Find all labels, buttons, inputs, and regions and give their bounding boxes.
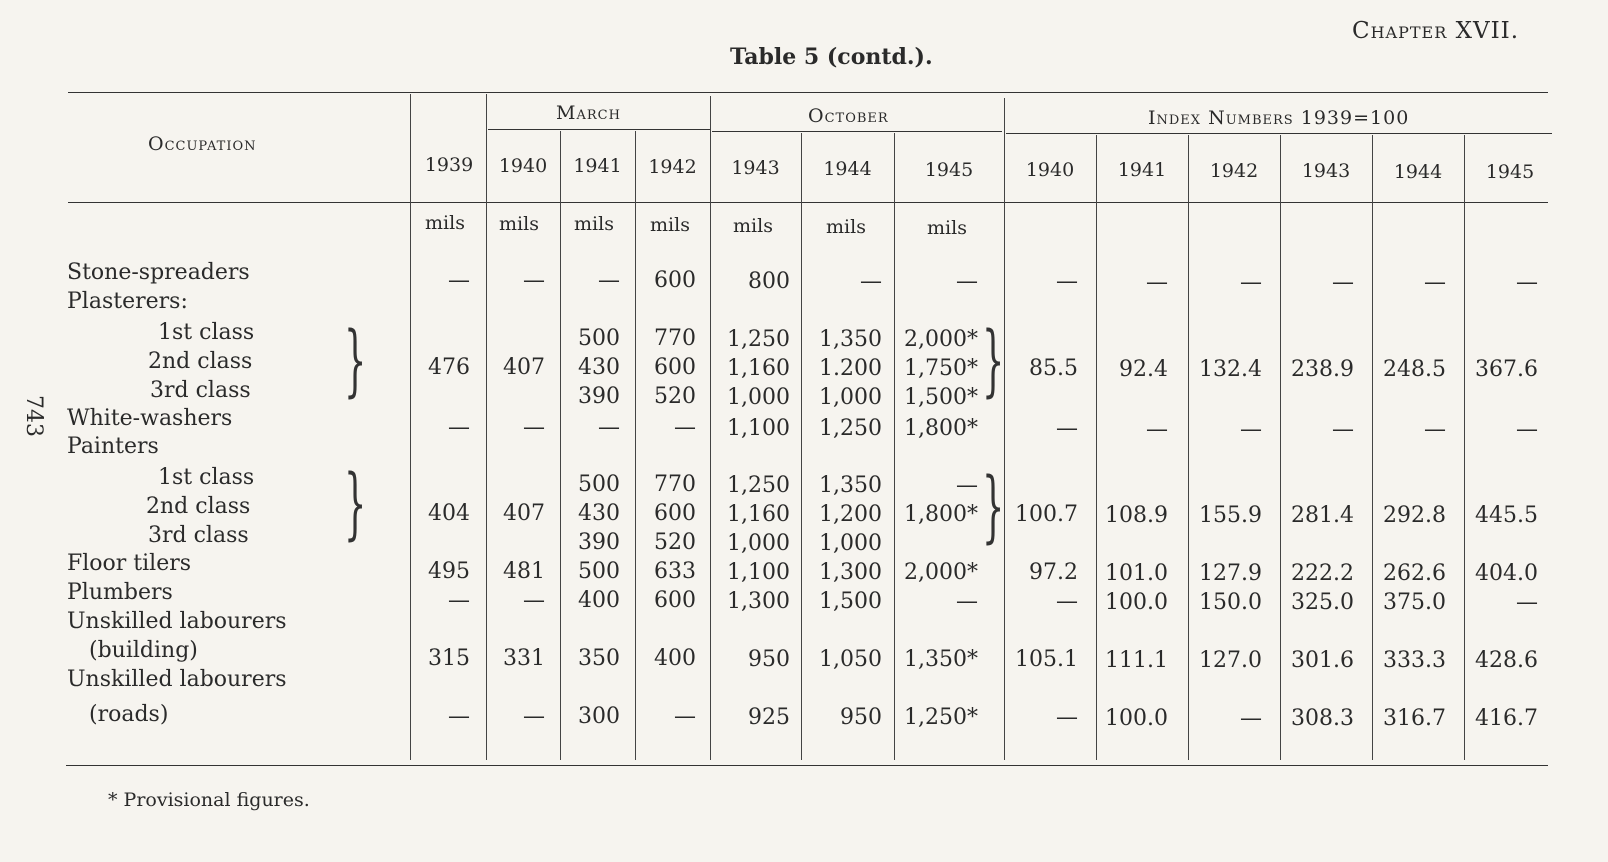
table-cell: 100.0 <box>1105 706 1168 731</box>
october-header: October <box>808 105 889 127</box>
year-header: 1944 <box>1393 161 1443 183</box>
table-cell: 300 <box>578 704 620 729</box>
table-cell: 1,160 <box>727 502 790 527</box>
year-header: 1940 <box>498 155 548 177</box>
table-cell: 1,160 <box>727 356 790 381</box>
table-cell: — <box>523 415 545 440</box>
row-label: Plumbers <box>67 580 173 605</box>
table-cell: 331 <box>503 646 545 671</box>
row-label: Stone-spreaders <box>67 260 250 285</box>
table-cell: 132.4 <box>1199 357 1262 382</box>
table-cell: 150.0 <box>1199 590 1262 615</box>
year-header: 1945 <box>924 159 974 181</box>
table-cell: 1.200 <box>819 356 882 381</box>
year-header: 1945 <box>1485 161 1535 183</box>
row-label: Unskilled labourers <box>67 667 287 692</box>
table-cell: — <box>1240 706 1262 731</box>
table-cell: 925 <box>748 705 790 730</box>
year-header: 1943 <box>731 157 780 179</box>
table-cell: 1,350 <box>819 473 882 498</box>
right-brace-icon: } <box>344 459 367 549</box>
table-cell: 430 <box>578 355 620 380</box>
table-cell: — <box>1240 270 1262 295</box>
table-cell: 155.9 <box>1199 503 1262 528</box>
table-cell: 407 <box>503 501 545 526</box>
table-cell: — <box>1516 417 1538 442</box>
table-cell: — <box>448 415 470 440</box>
table-cell: — <box>1146 270 1168 295</box>
table-cell: 520 <box>654 530 696 555</box>
row-label: Floor tilers <box>67 551 192 576</box>
table-cell: 1,250 <box>727 327 790 352</box>
table-cell: 416.7 <box>1475 706 1538 731</box>
year-header: 1941 <box>573 155 622 177</box>
row-label: 1st class <box>158 320 255 345</box>
year-header: 1941 <box>1117 159 1167 181</box>
row-label: 3rd class <box>150 378 251 403</box>
index-numbers-header: Index Numbers 1939=100 <box>1148 107 1410 129</box>
table-cell: 333.3 <box>1383 648 1446 673</box>
table-cell: — <box>956 269 978 294</box>
table-cell: 500 <box>578 326 620 351</box>
row-label: 2nd class <box>148 349 253 374</box>
table-cell: 1,500* <box>904 385 978 410</box>
unit-label: mils <box>927 217 967 239</box>
table-cell: 495 <box>428 559 470 584</box>
table-cell: 2,000* <box>904 560 978 585</box>
table-cell: 800 <box>748 269 790 294</box>
table-cell: 600 <box>654 355 696 380</box>
table-cell: — <box>523 268 545 293</box>
right-brace-icon: } <box>982 462 1005 552</box>
row-label: Plasterers: <box>67 289 188 314</box>
table-cell: — <box>1332 270 1354 295</box>
table-cell: 281.4 <box>1291 503 1354 528</box>
table-cell: 1,000 <box>819 531 882 556</box>
table-cell: 2,000* <box>904 327 978 352</box>
table-cell: 1,250* <box>904 705 978 730</box>
table-cell: — <box>956 473 978 498</box>
table-cell: 600 <box>654 268 696 293</box>
table-cell: 1,100 <box>727 560 790 585</box>
table-cell: — <box>1146 417 1168 442</box>
page-number: 743 <box>21 395 46 437</box>
table-cell: 407 <box>503 355 545 380</box>
table-cell: — <box>1424 270 1446 295</box>
table-cell: 97.2 <box>1029 560 1078 585</box>
year-header: 1944 <box>823 158 872 180</box>
table-cell: 1,800* <box>904 416 978 441</box>
table-cell: — <box>674 415 696 440</box>
table-cell: 400 <box>578 588 620 613</box>
table-cell: 1,750* <box>904 356 978 381</box>
table-cell: — <box>1056 416 1078 441</box>
table-cell: 950 <box>840 705 882 730</box>
header-bottom-rule <box>68 202 1548 203</box>
table-cell: 950 <box>748 647 790 672</box>
table-cell: — <box>956 589 978 614</box>
row-label: (building) <box>89 638 198 663</box>
table-cell: 325.0 <box>1291 590 1354 615</box>
table-cell: — <box>523 588 545 613</box>
year-header: 1939 <box>424 154 474 176</box>
table-cell: 222.2 <box>1291 561 1354 586</box>
table-cell: 301.6 <box>1291 648 1354 673</box>
table-cell: — <box>674 704 696 729</box>
table-cell: — <box>1056 269 1078 294</box>
table-cell: 404.0 <box>1475 561 1538 586</box>
table-cell: — <box>523 704 545 729</box>
table-cell: 248.5 <box>1383 357 1446 382</box>
table-cell: 500 <box>578 472 620 497</box>
unit-label: mils <box>733 215 773 237</box>
table-cell: 316.7 <box>1383 706 1446 731</box>
table-cell: 375.0 <box>1383 590 1446 615</box>
table-cell: 1,500 <box>819 589 882 614</box>
march-header: March <box>556 102 621 124</box>
table-cell: 1,000 <box>727 531 790 556</box>
table-cell: 404 <box>428 501 470 526</box>
occupation-header: Occupation <box>148 133 257 155</box>
table-cell: 262.6 <box>1383 561 1446 586</box>
table-cell: — <box>448 704 470 729</box>
table-top-rule <box>68 92 1548 93</box>
table-cell: 520 <box>654 384 696 409</box>
row-label: 3rd class <box>148 523 249 548</box>
table-cell: — <box>448 268 470 293</box>
table-cell: — <box>1240 417 1262 442</box>
table-cell: — <box>1332 417 1354 442</box>
table-cell: 238.9 <box>1291 357 1354 382</box>
table-cell: — <box>598 268 620 293</box>
march-rule <box>488 129 710 130</box>
table-cell: 400 <box>654 646 696 671</box>
table-cell: 390 <box>578 384 620 409</box>
row-label: Unskilled labourers <box>67 609 287 634</box>
row-label: 2nd class <box>146 494 251 519</box>
table-cell: 770 <box>654 472 696 497</box>
right-brace-icon: } <box>344 316 367 406</box>
table-cell: — <box>1056 589 1078 614</box>
table-cell: 1,000 <box>727 385 790 410</box>
unit-label: mils <box>425 212 465 234</box>
unit-label: mils <box>574 213 614 235</box>
footnote: * Provisional figures. <box>108 789 310 811</box>
table-cell: 1,250 <box>727 473 790 498</box>
table-cell: — <box>860 269 882 294</box>
table-bottom-rule <box>66 765 1548 766</box>
table-cell: 1,300 <box>727 589 790 614</box>
table-cell: 1,350* <box>904 647 978 672</box>
index-rule <box>1006 133 1552 134</box>
unit-label: mils <box>826 216 866 238</box>
table-cell: — <box>448 588 470 613</box>
table-cell: 500 <box>578 559 620 584</box>
table-cell: 633 <box>654 559 696 584</box>
table-cell: 85.5 <box>1029 356 1078 381</box>
unit-label: mils <box>650 214 690 236</box>
table-cell: 308.3 <box>1291 706 1354 731</box>
row-label: (roads) <box>89 702 169 727</box>
table-cell: 476 <box>428 355 470 380</box>
table-cell: 101.0 <box>1105 561 1168 586</box>
unit-label: mils <box>499 213 539 235</box>
table-cell: 350 <box>578 646 620 671</box>
table-cell: 600 <box>654 501 696 526</box>
table-cell: 105.1 <box>1015 647 1078 672</box>
table-cell: 100.0 <box>1105 590 1168 615</box>
right-brace-icon: } <box>982 316 1005 406</box>
table-cell: — <box>1424 417 1446 442</box>
october-rule <box>712 131 1002 132</box>
table-cell: 600 <box>654 588 696 613</box>
table-cell: 92.4 <box>1119 357 1168 382</box>
table-cell: 367.6 <box>1475 357 1538 382</box>
year-header: 1942 <box>1209 160 1259 182</box>
chapter-heading: Chapter XVII. <box>1352 18 1520 44</box>
table-cell: 428.6 <box>1475 648 1538 673</box>
table-cell: 1,250 <box>819 416 882 441</box>
table-cell: 127.0 <box>1199 648 1262 673</box>
col-divider <box>710 96 711 760</box>
table-cell: 1,300 <box>819 560 882 585</box>
table-cell: 390 <box>578 530 620 555</box>
row-label: White-washers <box>67 406 233 431</box>
table-cell: — <box>1516 590 1538 615</box>
table-cell: 292.8 <box>1383 503 1446 528</box>
table-cell: 1,100 <box>727 416 790 441</box>
table-cell: 100.7 <box>1015 502 1078 527</box>
table-cell: 430 <box>578 501 620 526</box>
year-header: 1940 <box>1025 159 1075 181</box>
table-cell: — <box>1056 705 1078 730</box>
year-header: 1943 <box>1301 160 1351 182</box>
table-cell: 481 <box>503 559 545 584</box>
table-cell: 1,200 <box>819 502 882 527</box>
table-cell: 127.9 <box>1199 561 1262 586</box>
table-cell: 1,050 <box>819 647 882 672</box>
table-cell: 108.9 <box>1105 503 1168 528</box>
table-cell: 770 <box>654 326 696 351</box>
table-cell: — <box>598 415 620 440</box>
table-cell: 1,000 <box>819 385 882 410</box>
table-cell: 1,350 <box>819 327 882 352</box>
row-label: 1st class <box>158 465 255 490</box>
table-cell: 111.1 <box>1105 648 1168 673</box>
table-cell: 445.5 <box>1475 503 1538 528</box>
table-cell: 315 <box>428 646 470 671</box>
year-header: 1942 <box>648 156 697 178</box>
table-cell: — <box>1516 270 1538 295</box>
row-label: Painters <box>67 434 159 459</box>
table-title: Table 5 (contd.). <box>730 44 933 70</box>
table-cell: 1,800* <box>904 502 978 527</box>
